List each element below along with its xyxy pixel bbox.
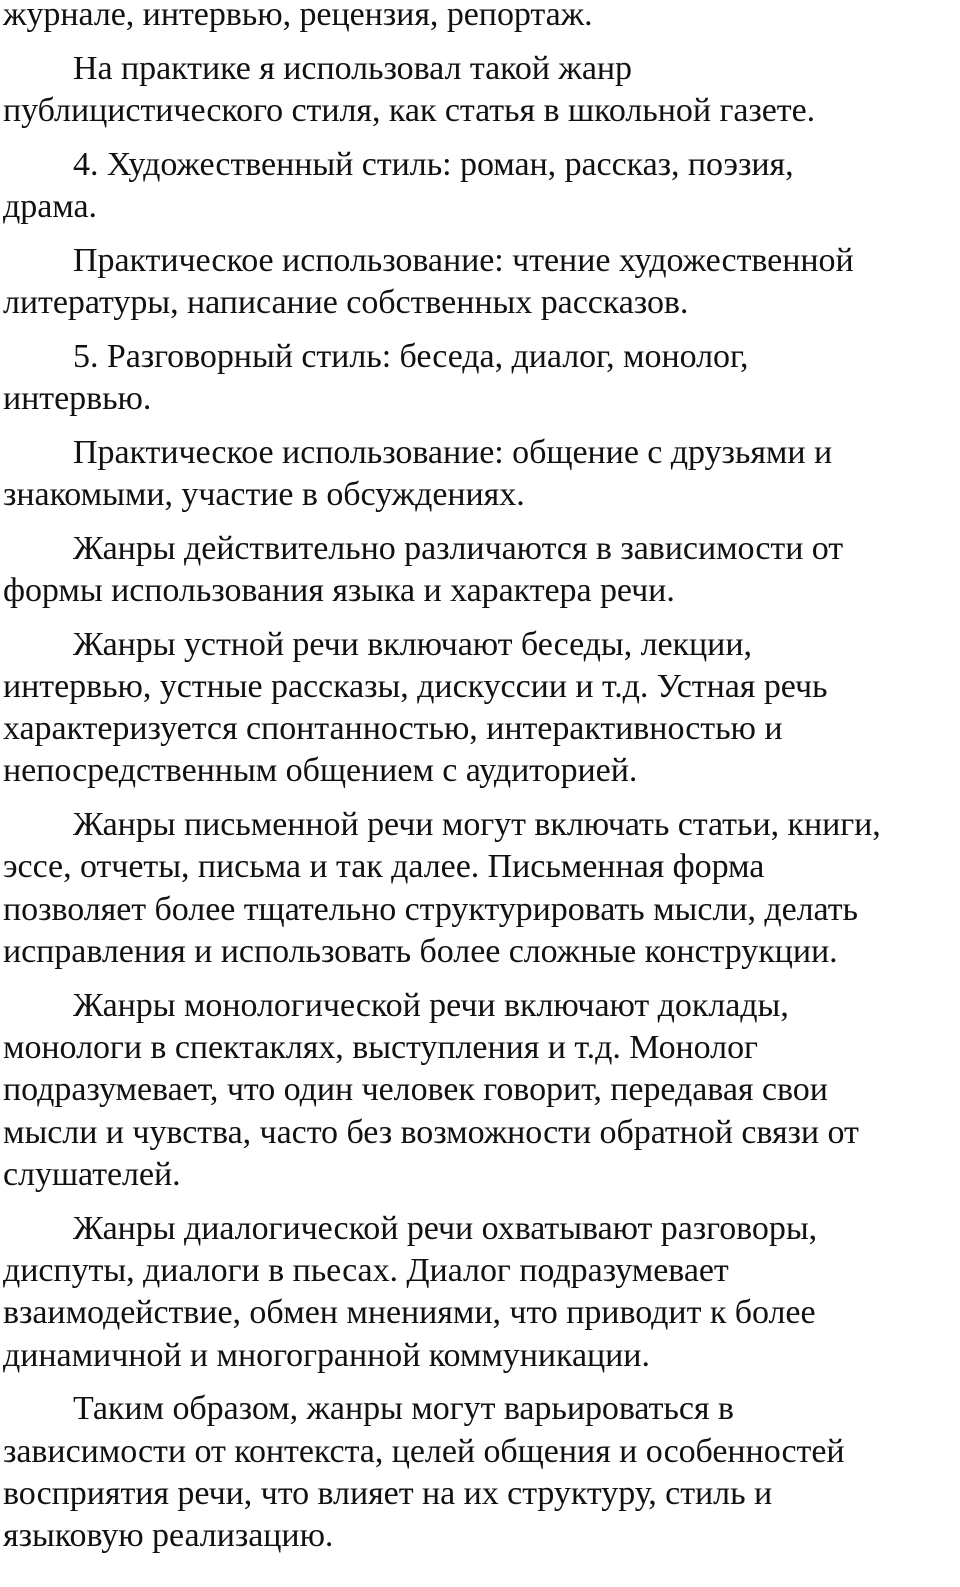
text-line: 5. Разговорный стиль: беседа, диалог, монолог, [73, 337, 749, 375]
text-line: эссе, отчеты, письма и так далее. Письменная форма [3, 848, 765, 886]
text-line: Практическое использование: общение с друзьями и [73, 433, 833, 471]
text-line: слушателей. [3, 1155, 181, 1193]
paragraph-continued [3, 0, 960, 36]
text-line: характеризуется спонтанностью, интерактивностью и [3, 710, 783, 748]
text-line: подразумевает, что один человек говорит, передавая свои [3, 1071, 828, 1109]
paragraph-dialogue-speech [3, 1208, 960, 1377]
text-line: интервью, устные рассказы, дискуссии и т.д. Устная речь [3, 667, 828, 705]
text-line: зависимости от контекста, целей общения и особенностей [3, 1432, 845, 1470]
text-line: Жанры действительно различаются в зависимости от [73, 529, 844, 567]
text-line: Жанры монологической речи включают доклады, [73, 986, 789, 1024]
paragraph-monologue-speech [3, 985, 960, 1196]
text-line: 4. Художественный стиль: роман, рассказ, поэзия, [73, 145, 794, 183]
paragraph-written-speech [3, 804, 960, 973]
text-line: драма. [3, 187, 97, 225]
text-line: позволяет более тщательно структурировать мысли, делать [3, 890, 858, 928]
text-line: монологи в спектаклях, выступления и т.д. Монолог [3, 1029, 758, 1067]
paragraph-artistic-style [3, 144, 960, 229]
text-line: непосредственным общением с аудиторией. [3, 752, 638, 790]
paragraph-practice-publicistic [3, 48, 960, 133]
text-line: диспуты, диалоги в пьесах. Диалог подразумевает [3, 1251, 729, 1289]
text-line: литературы, написание собственных рассказов. [3, 283, 689, 321]
text-line: Таким образом, жанры могут варьироваться в [73, 1390, 734, 1428]
text-line: исправления и использовать более сложные конструкции. [3, 933, 838, 971]
text-line: Жанры письменной речи могут включать статьи, книги, [73, 806, 881, 844]
text-line: журнале, интервью, рецензия, репортаж. [3, 0, 593, 33]
paragraph-colloquial-style [3, 336, 960, 421]
paragraph-practice-colloquial [3, 432, 960, 517]
paragraph-conclusion [3, 1388, 960, 1557]
text-line: На практике я использовал такой жанр [73, 49, 632, 87]
text-line: интервью. [3, 379, 152, 417]
text-line: Жанры диалогической речи охватывают разговоры, [73, 1209, 818, 1247]
paragraph-practice-artistic [3, 240, 960, 325]
text-line: восприятия речи, что влияет на их структуру, стиль и [3, 1474, 773, 1512]
text-line: знакомыми, участие в обсуждениях. [3, 475, 525, 513]
text-line: языковую реализацию. [3, 1517, 334, 1555]
text-line: формы использования языка и характера речи. [3, 571, 675, 609]
text-line: Практическое использование: чтение художественной [73, 241, 854, 279]
text-line: динамичной и многогранной коммуникации. [3, 1336, 650, 1374]
text-line: взаимодействие, обмен мнениями, что приводит к более [3, 1294, 816, 1332]
document-page [3, 0, 960, 1569]
text-line: мысли и чувства, часто без возможности обратной связи от [3, 1113, 859, 1151]
text-line: Жанры устной речи включают беседы, лекции, [73, 625, 752, 663]
paragraph-oral-speech [3, 624, 960, 793]
text-line: публицистического стиля, как статья в школьной газете. [3, 91, 816, 129]
paragraph-genres-differ [3, 528, 960, 613]
